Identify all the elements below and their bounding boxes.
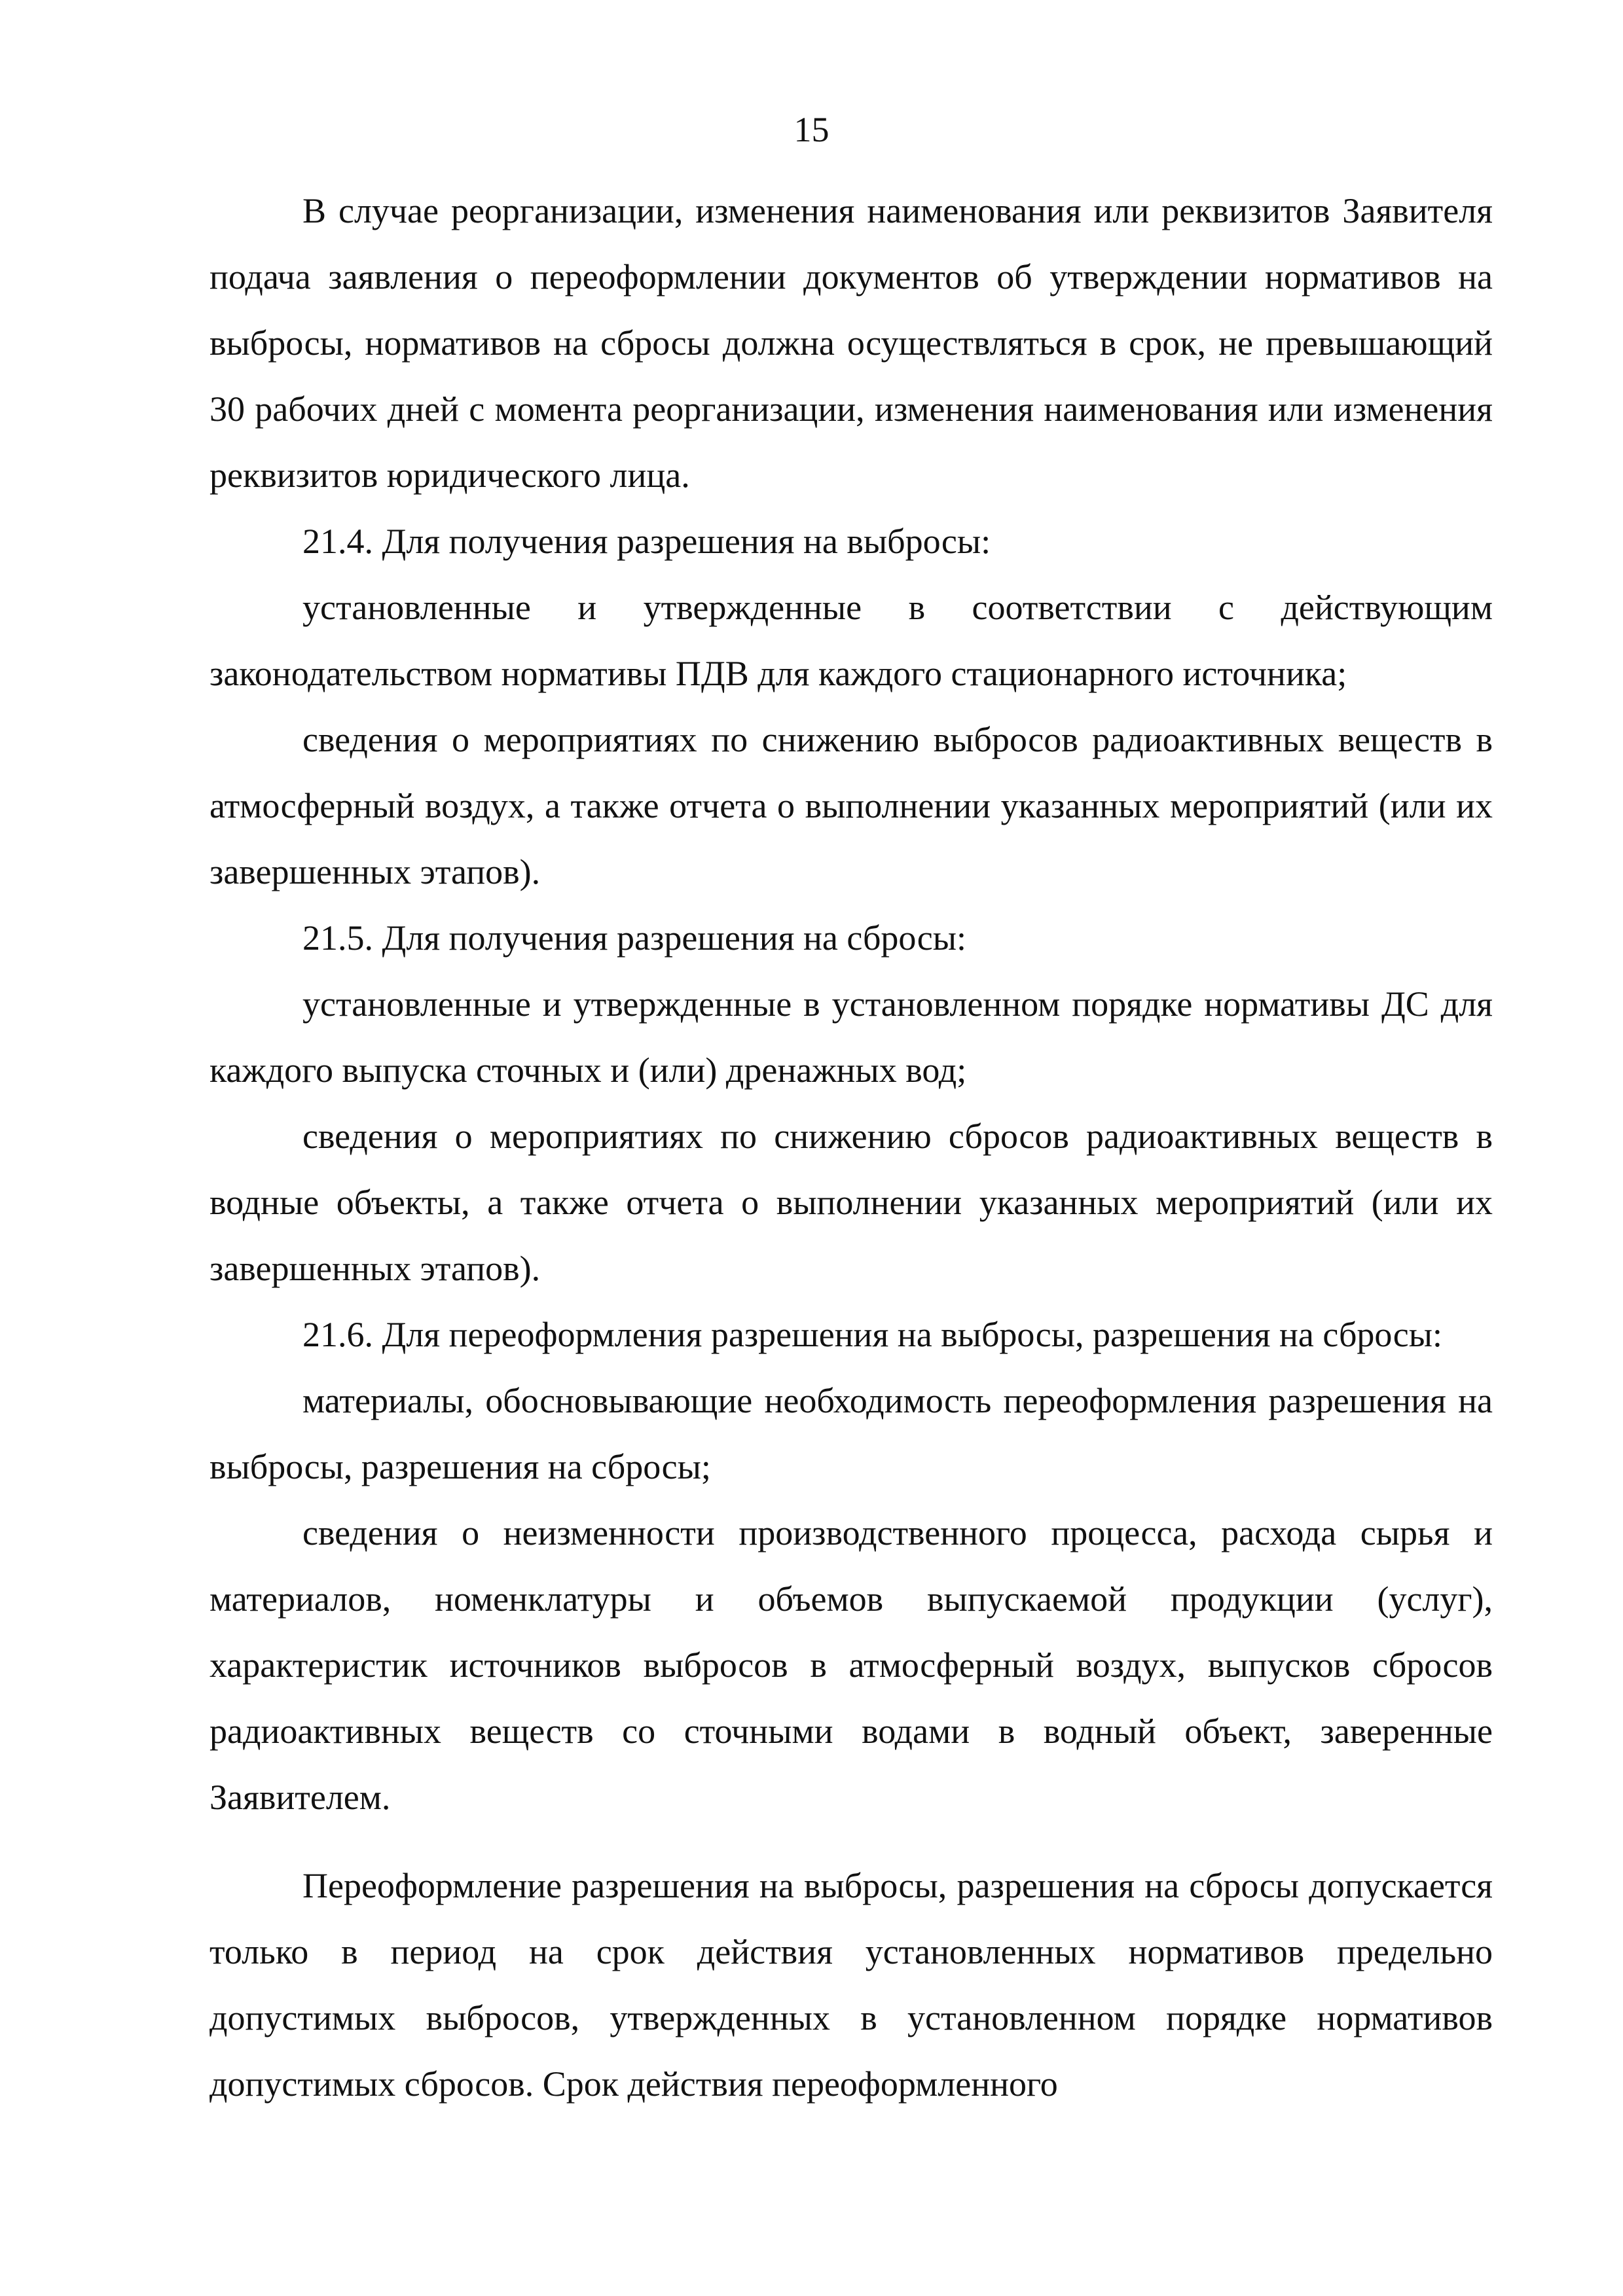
paragraph-21-5-item-1: установленные и утвержденные в установленном порядке нормативы ДС для каждого выпуска сточных и (или) дренажных вод; — [210, 984, 1493, 1090]
paragraph-21-4-item-2: сведения о мероприятиях по снижению выбросов радиоактивных веществ в атмосферный воздух, а также отчета о выполнении указанных мероприятий (или их завершенных этапов). — [210, 720, 1493, 891]
paragraph-21-4-item-1: установленные и утвержденные в соответствии с действующим законодательством нормативы ПДВ для каждого стационарного источника; — [210, 588, 1493, 693]
paragraph-21-6-item-2: сведения о неизменности производственного процесса, расхода сырья и материалов, номенклатуры и объемов выпускаемой продукции (услуг), характеристик источников выбросов в атмосферный воздух, выпусков сбросов радиоактивных веществ со сточными водами в водный объект, заверенные Заявителем. — [210, 1513, 1493, 1817]
paragraph-21-5-heading: 21.5. Для получения разрешения на сбросы: — [302, 918, 967, 958]
paragraph-reorganization: В случае реорганизации, изменения наименования или реквизитов Заявителя подача заявления о переоформлении документов об утверждении нормативов на выбросы, нормативов на сбросы должна осуществляться в срок, не превышающий 30 рабочих дней с момента реорганизации, изменения наименования или изменения реквизитов юридического лица. — [210, 191, 1493, 495]
paragraph-21-6-item-1: материалы, обосновывающие необходимость переоформления разрешения на выбросы, разрешения на сбросы; — [210, 1381, 1493, 1486]
paragraph-21-5-item-2: сведения о мероприятиях по снижению сбросов радиоактивных веществ в водные объекты, а также отчета о выполнении указанных мероприятий (или их завершенных этапов). — [210, 1117, 1493, 1288]
paragraph-21-4-heading: 21.4. Для получения разрешения на выбросы: — [302, 522, 991, 561]
page-number: 15 — [793, 110, 830, 149]
paragraph-21-6-heading: 21.6. Для переоформления разрешения на выбросы, разрешения на сбросы: — [302, 1315, 1443, 1354]
document-body — [210, 178, 1493, 2117]
paragraph-reissue-terms: Переоформление разрешения на выбросы, разрешения на сбросы допускается только в период на срок действия установленных нормативов предельно допустимых выбросов, утвержденных в установленном порядке нормативов допустимых сбросов. Срок действия переоформленного — [210, 1866, 1493, 2104]
